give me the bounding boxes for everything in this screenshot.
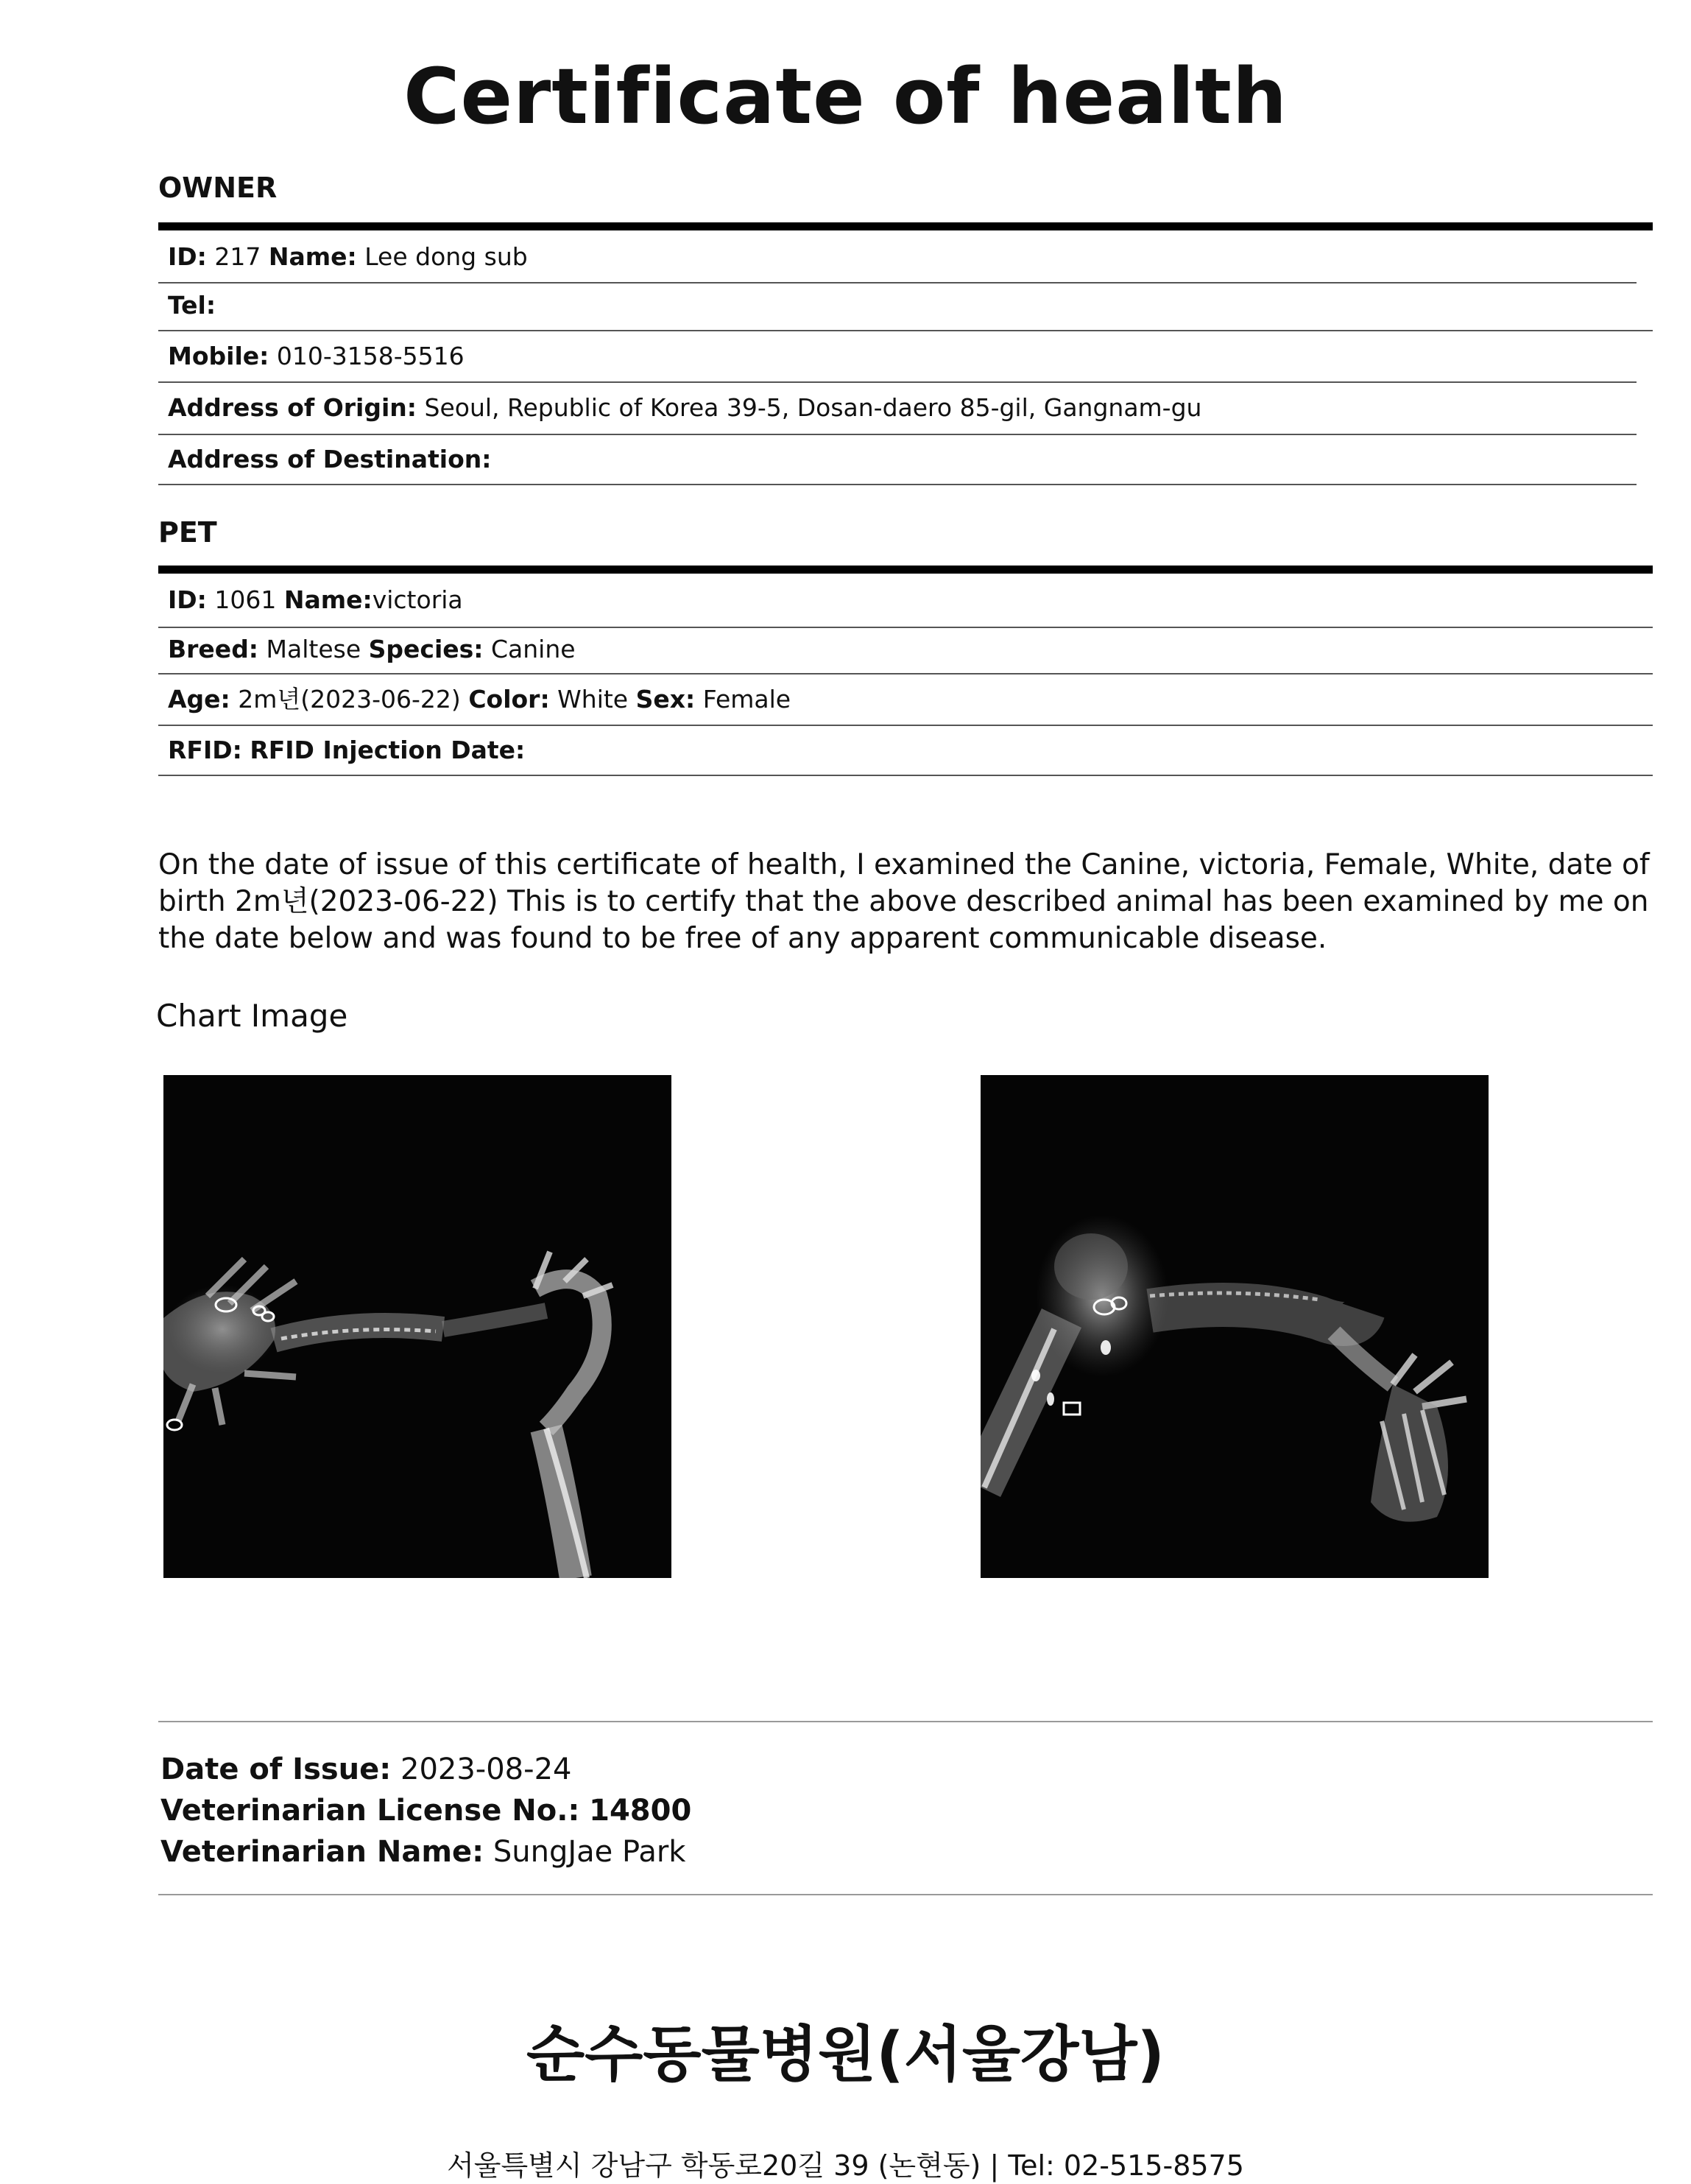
pet-divider xyxy=(158,566,1653,574)
issue-top-divider xyxy=(158,1721,1653,1722)
owner-destination-row xyxy=(168,445,491,474)
row-divider xyxy=(158,381,1637,383)
owner-origin-row xyxy=(168,393,1201,423)
owner-name-label: Name: xyxy=(268,242,357,271)
owner-divider xyxy=(158,222,1653,230)
row-divider xyxy=(158,725,1653,726)
vet-name-label: Veterinarian Name: xyxy=(160,1835,484,1869)
certification-statement: On the date of issue of this certificate of health, I examined the Canine, victoria, Female, White, date of birth 2m년(2023-06-22) This is to certify that the above described animal has been examined by me on the date below and was found to be free of any apparent communicable disease. xyxy=(158,848,1650,955)
owner-destination-label: Address of Destination: xyxy=(168,445,492,473)
license-number: 14800 xyxy=(589,1794,692,1828)
owner-mobile-row xyxy=(168,342,465,371)
pet-name-label: Name: xyxy=(283,585,373,614)
license-row xyxy=(160,1790,691,1831)
row-divider xyxy=(158,282,1637,283)
pet-breed-label: Breed: xyxy=(168,635,259,663)
row-divider xyxy=(158,484,1637,485)
clinic-address: 서울특별시 강남구 학동로20길 39 (논현동) | Tel: 02-515-8575 xyxy=(447,2149,1244,2182)
owner-id: 217 xyxy=(214,242,261,271)
row-divider xyxy=(158,434,1637,435)
pet-breed-row xyxy=(168,635,576,664)
pet-sex-label: Sex: xyxy=(635,685,696,714)
owner-id-label: ID: xyxy=(168,242,207,271)
pet-color-label: Color: xyxy=(468,685,550,714)
pet-id: 1061 xyxy=(214,585,277,614)
pet-id-label: ID: xyxy=(168,585,207,614)
pet-color: White xyxy=(557,685,629,714)
pet-id-name-row xyxy=(168,585,463,615)
owner-mobile: 010-3158-5516 xyxy=(276,342,465,370)
issue-date-label: Date of Issue: xyxy=(160,1753,392,1786)
pet-breed: Maltese xyxy=(266,635,361,663)
pet-sex: Female xyxy=(702,685,791,714)
pet-species-label: Species: xyxy=(368,635,484,663)
certificate-title: Certificate of health xyxy=(403,52,1288,141)
owner-tel-row xyxy=(168,291,216,320)
pet-age-row xyxy=(168,685,791,714)
vet-name: SungJae Park xyxy=(493,1835,686,1869)
pet-section-label: PET xyxy=(158,516,217,549)
row-divider xyxy=(158,775,1653,776)
owner-section-label: OWNER xyxy=(158,172,278,204)
pet-rfid-date-label: RFID Injection Date: xyxy=(250,736,526,764)
license-label: Veterinarian License No.: xyxy=(160,1794,580,1828)
pet-age-label: Age: xyxy=(168,685,230,714)
owner-name: Lee dong sub xyxy=(364,242,528,271)
owner-origin: Seoul, Republic of Korea 39-5, Dosan-daero 85-gil, Gangnam-gu xyxy=(424,393,1202,422)
row-divider xyxy=(158,627,1653,628)
pet-rfid-row xyxy=(168,736,525,765)
xray-image-left xyxy=(163,1075,671,1578)
pet-rfid-label: RFID: xyxy=(168,736,242,764)
owner-id-name-row xyxy=(168,242,528,272)
row-divider xyxy=(158,673,1653,674)
pet-species: Canine xyxy=(491,635,576,663)
issue-bottom-divider xyxy=(158,1894,1653,1895)
issue-date-row xyxy=(160,1749,571,1790)
pet-name: victoria xyxy=(372,585,463,614)
owner-origin-label: Address of Origin: xyxy=(168,393,417,422)
row-divider xyxy=(158,330,1653,331)
pet-age: 2m년(2023-06-22) xyxy=(238,685,461,714)
issue-date: 2023-08-24 xyxy=(400,1753,572,1786)
owner-tel-label: Tel: xyxy=(168,291,216,320)
xray-image-right xyxy=(981,1075,1489,1578)
chart-image-label: Chart Image xyxy=(156,998,348,1034)
vet-name-row xyxy=(160,1831,685,1873)
owner-mobile-label: Mobile: xyxy=(168,342,269,370)
clinic-name: 순수동물병원(서울강남) xyxy=(526,2020,1165,2090)
